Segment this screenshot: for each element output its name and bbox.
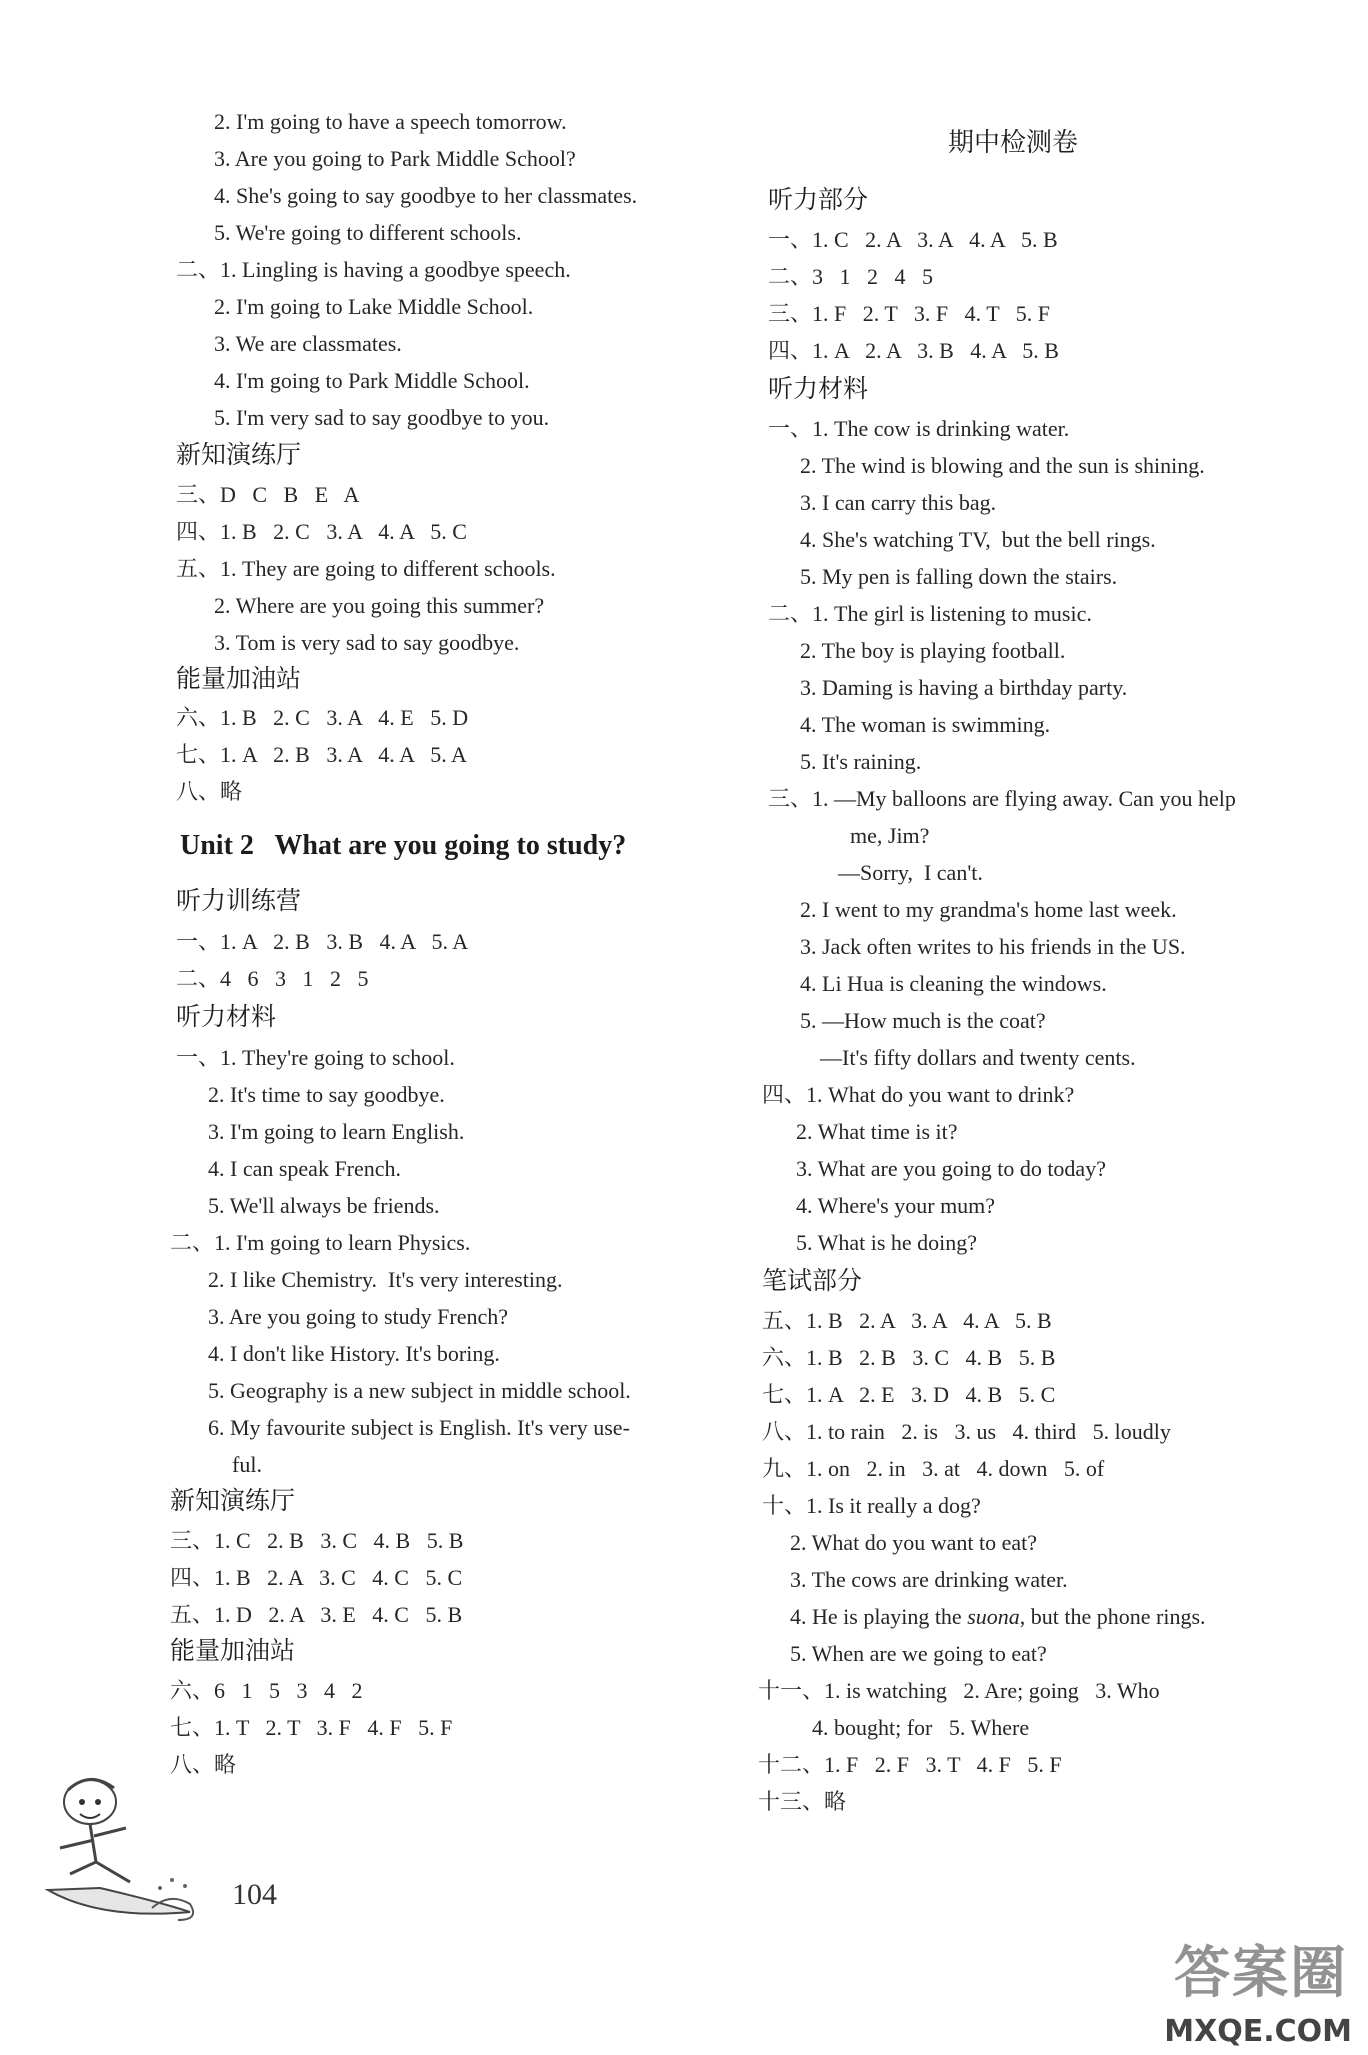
answer-line: 2. What do you want to eat? <box>790 1530 1038 1555</box>
answer-line: 4. She's going to say goodbye to her classmates. <box>214 183 638 208</box>
answer-line: 三、D C B E A <box>176 482 360 507</box>
answer-line: 3. I can carry this bag. <box>800 490 997 515</box>
watermark <box>1098 1929 1358 2049</box>
answer-line: 二、1. Lingling is having a goodbye speech. <box>176 257 571 282</box>
answer-line: 2. I went to my grandma's home last week. <box>800 897 1177 922</box>
answer-line: 十、1. Is it really a dog? <box>762 1493 981 1518</box>
section-heading: 听力部分 <box>768 185 869 214</box>
answer-line: 八、1. to rain 2. is 3. us 4. third 5. loudly <box>762 1419 1171 1444</box>
answer-line: 2. The boy is playing football. <box>800 638 1066 663</box>
answer-line: 2. I like Chemistry. It's very interesting. <box>208 1267 563 1292</box>
answer-line: 七、1. A 2. B 3. A 4. A 5. A <box>176 742 467 767</box>
answer-line: 5. What is he doing? <box>796 1230 978 1255</box>
answer-line: 十一、1. is watching 2. Are; going 3. Who <box>758 1678 1160 1703</box>
watermark-url: MXQE.COM <box>1164 2014 1352 2049</box>
answer-line: 4. I can speak French. <box>208 1156 402 1181</box>
section-heading: 能量加油站 <box>176 664 302 693</box>
answer-line: 3. What are you going to do today? <box>796 1156 1106 1181</box>
section-heading: 新知演练厅 <box>170 1486 296 1515</box>
answer-line: 4. She's watching TV, but the bell rings. <box>800 527 1156 552</box>
answer-text: , but the phone rings. <box>1019 1604 1206 1629</box>
answer-line: 2. Where are you going this summer? <box>214 593 545 618</box>
answer-line: 2. The wind is blowing and the sun is shining. <box>800 453 1205 478</box>
page-number: 104 <box>232 1878 277 1911</box>
answer-line: 5. We're going to different schools. <box>214 220 522 245</box>
answer-line: 一、1. The cow is drinking water. <box>768 416 1070 441</box>
watermark-logo: 答案圈 <box>1174 1941 1348 2006</box>
answer-line: 三、1. F 2. T 3. F 4. T 5. F <box>768 301 1050 326</box>
answer-line: 三、1. C 2. B 3. C 4. B 5. B <box>170 1528 464 1553</box>
answer-line: 九、1. on 2. in 3. at 4. down 5. of <box>762 1456 1105 1481</box>
answer-line: 六、1. B 2. B 3. C 4. B 5. B <box>762 1345 1056 1370</box>
answer-line: 5. We'll always be friends. <box>208 1193 440 1218</box>
answer-line: 十二、1. F 2. F 3. T 4. F 5. F <box>758 1752 1062 1777</box>
answer-line: 十三、略 <box>758 1789 847 1814</box>
answer-line: 2. I'm going to have a speech tomorrow. <box>214 109 567 134</box>
answer-line: 2. What time is it? <box>796 1119 958 1144</box>
answer-line: 4. The woman is swimming. <box>800 712 1051 737</box>
answer-line: 5. I'm very sad to say goodbye to you. <box>214 405 550 430</box>
answer-line: 6. My favourite subject is English. It's very use- <box>208 1415 630 1440</box>
answer-line: 3. The cows are drinking water. <box>790 1567 1068 1592</box>
answer-line: 4. I'm going to Park Middle School. <box>214 368 530 393</box>
answer-line <box>790 1603 1206 1631</box>
answer-line: ful. <box>232 1452 262 1477</box>
answer-line: 五、1. B 2. A 3. A 4. A 5. B <box>762 1308 1052 1333</box>
answer-line: 5. It's raining. <box>800 749 922 774</box>
answer-line: 四、1. What do you want to drink? <box>762 1082 1075 1107</box>
answer-line: —Sorry, I can't. <box>838 860 983 885</box>
section-heading: 能量加油站 <box>170 1636 296 1665</box>
answer-line: 六、6 1 5 3 4 2 <box>170 1678 363 1703</box>
answer-line: —It's fifty dollars and twenty cents. <box>820 1045 1136 1070</box>
answer-line: 3. Jack often writes to his friends in the US. <box>800 934 1186 959</box>
answer-line: 2. I'm going to Lake Middle School. <box>214 294 534 319</box>
answer-line: 3. I'm going to learn English. <box>208 1119 465 1144</box>
answer-line: 4. Where's your mum? <box>796 1193 996 1218</box>
answer-line: 一、1. C 2. A 3. A 4. A 5. B <box>768 227 1058 252</box>
answer-line: 八、略 <box>176 779 243 804</box>
section-heading: 新知演练厅 <box>176 440 302 469</box>
answer-line: 四、1. B 2. C 3. A 4. A 5. C <box>176 519 467 544</box>
answer-line: 3. We are classmates. <box>214 331 402 356</box>
answer-line: 3. Are you going to Park Middle School? <box>214 146 576 171</box>
answer-text: 4. He is playing the <box>790 1604 968 1629</box>
answer-line: 二、3 1 2 4 5 <box>768 264 934 289</box>
answer-line: 三、1. —My balloons are flying away. Can you help <box>768 786 1236 811</box>
answer-line: 二、1. The girl is listening to music. <box>768 601 1092 626</box>
answer-line: 2. It's time to say goodbye. <box>208 1082 445 1107</box>
answer-line: 五、1. D 2. A 3. E 4. C 5. B <box>170 1602 463 1627</box>
answer-line: 一、1. They're going to school. <box>176 1045 455 1070</box>
exam-title: 期中检测卷 <box>948 128 1079 158</box>
answer-line: me, Jim? <box>850 823 930 848</box>
answer-line: 3. Tom is very sad to say goodbye. <box>214 630 520 655</box>
answer-line: 5. When are we going to eat? <box>790 1641 1047 1666</box>
answer-line: 5. —How much is the coat? <box>800 1008 1046 1033</box>
surfer-mascot-illustration <box>40 1770 220 1930</box>
answer-line: 3. Daming is having a birthday party. <box>800 675 1128 700</box>
answer-line: 四、1. A 2. A 3. B 4. A 5. B <box>768 338 1059 363</box>
answer-line: 4. I don't like History. It's boring. <box>208 1341 500 1366</box>
answer-line: 4. Li Hua is cleaning the windows. <box>800 971 1107 996</box>
answer-line: 4. bought; for 5. Where <box>812 1715 1030 1740</box>
answer-line: 3. Are you going to study French? <box>208 1304 509 1329</box>
italic-term: suona <box>967 1604 1020 1629</box>
answer-line: 七、1. T 2. T 3. F 4. F 5. F <box>170 1715 453 1740</box>
answer-line: 六、1. B 2. C 3. A 4. E 5. D <box>176 705 469 730</box>
section-heading: 听力材料 <box>768 374 869 403</box>
section-heading: 听力材料 <box>176 1002 277 1031</box>
answer-line: 七、1. A 2. E 3. D 4. B 5. C <box>762 1382 1056 1407</box>
answer-line: 八、略 <box>170 1752 237 1777</box>
answer-line: 5. My pen is falling down the stairs. <box>800 564 1118 589</box>
answer-line: 五、1. They are going to different schools. <box>176 556 556 581</box>
section-heading: 听力训练营 <box>176 886 302 915</box>
section-heading: 笔试部分 <box>762 1266 863 1295</box>
answer-line: 四、1. B 2. A 3. C 4. C 5. C <box>170 1565 463 1590</box>
answer-line: 二、4 6 3 1 2 5 <box>176 966 369 991</box>
answer-line: 一、1. A 2. B 3. B 4. A 5. A <box>176 929 469 954</box>
answer-line: 5. Geography is a new subject in middle school. <box>208 1378 631 1403</box>
unit-title: Unit 2 What are you going to study? <box>180 830 627 861</box>
answer-line: 二、1. I'm going to learn Physics. <box>170 1230 471 1255</box>
